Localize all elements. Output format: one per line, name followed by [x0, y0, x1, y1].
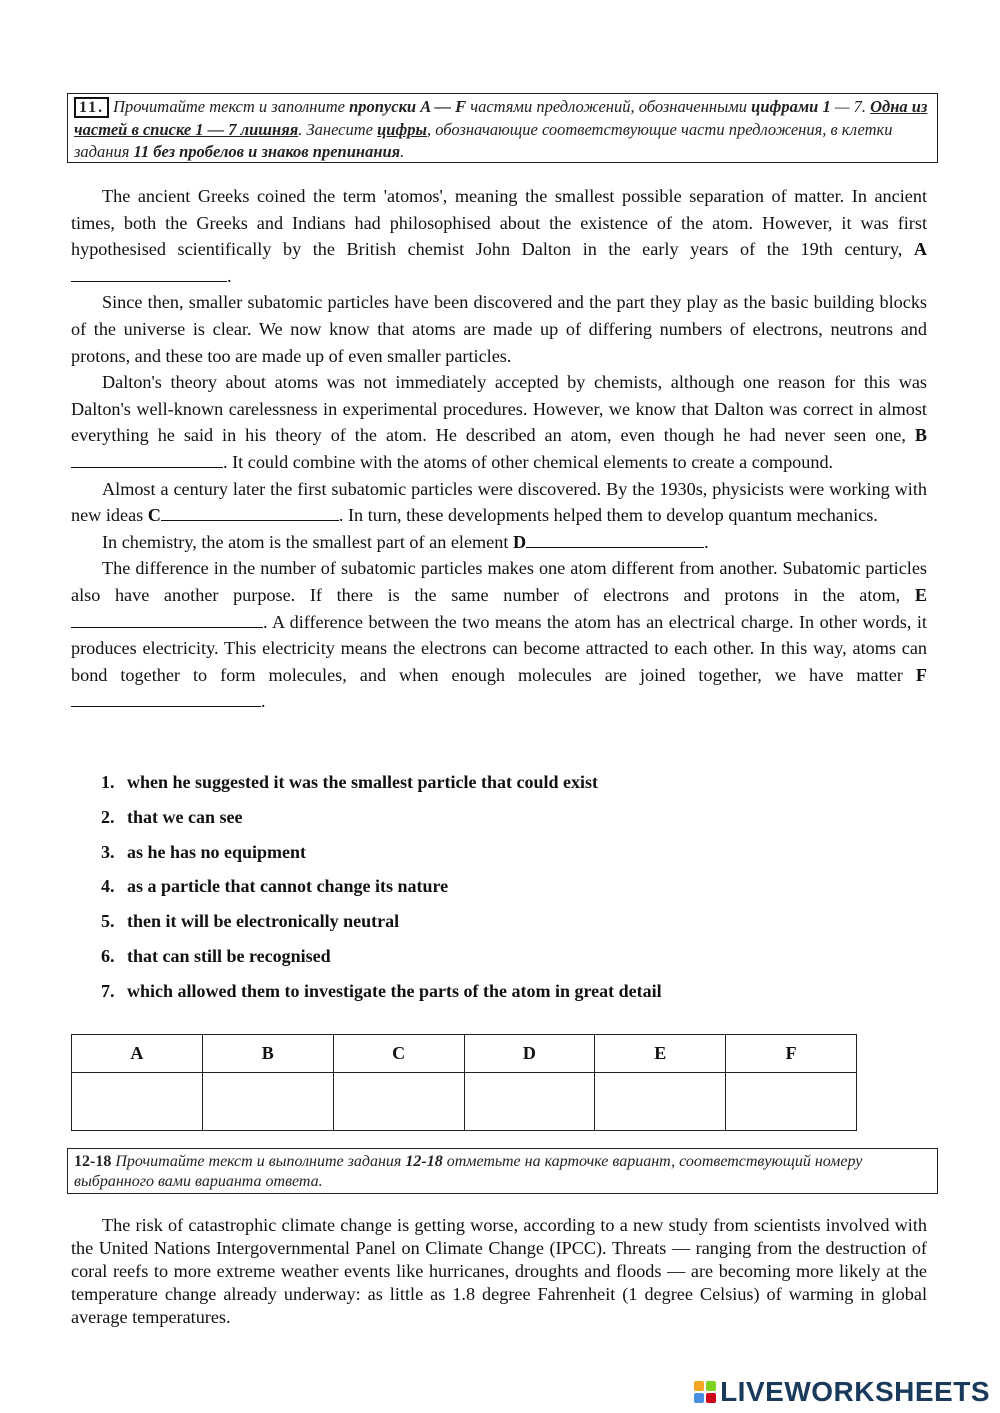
logo-square [706, 1381, 716, 1391]
answer-header-b: B [202, 1035, 333, 1073]
task-11-instruction-box: 11. Прочитайте текст и заполните пропуски A — F частями предложений, обозначенными цифрами 1 — 7. Одна из частей в списке 1 — 7 лишняя. Занесите цифры, обозначающие соответствующие части предложения, в клетки задания 11 без пробелов и знаков препинания. [67, 93, 938, 163]
list-item: 2. that we can see [101, 806, 243, 827]
task-12-18-instruction-box: 12-18 Прочитайте текст и выполните задания 12-18 отметьте на карточке вариант, соответствующий номеру выбранного вами варианта ответа. [67, 1148, 938, 1194]
gap-e-blank[interactable] [71, 610, 263, 628]
gap-label-d: D [512, 531, 527, 552]
paragraph-4: Almost a century later the first subatomic particles were discovered. By the 1930s, physicists were working with new ideas C . In turn, these developments helped them to develop quantum mechanics. [71, 478, 927, 526]
logo-square [694, 1393, 704, 1403]
atom-passage [71, 183, 927, 715]
paragraph-5: In chemistry, the atom is the smallest part of an element D . [102, 531, 709, 552]
answer-header-c: C [333, 1035, 464, 1073]
task-number-11: 11. [74, 97, 109, 118]
answer-header-d: D [464, 1035, 595, 1073]
gap-label-e: E [914, 584, 927, 605]
list-item: 5. then it will be electronically neutral [101, 911, 400, 932]
list-item: 4. as a particle that cannot change its nature [101, 876, 449, 897]
answer-header-e: E [595, 1035, 726, 1073]
answer-header-f: F [726, 1035, 857, 1073]
list-item: 7. which allowed them to investigate the parts of the atom in great detail [101, 980, 662, 1001]
logo-square [694, 1381, 704, 1391]
gap-label-b: B [914, 425, 927, 446]
options-list [101, 768, 662, 1012]
list-item: 3. as he has no equipment [101, 841, 307, 862]
answer-cell-b[interactable] [202, 1073, 333, 1131]
answer-cell-d[interactable] [464, 1073, 595, 1131]
list-item: 6. that can still be recognised [101, 945, 331, 966]
answer-table-header-row [72, 1035, 857, 1073]
gap-d-blank[interactable] [526, 530, 704, 548]
logo-square [706, 1393, 716, 1403]
gap-label-c: C [147, 505, 161, 526]
logo-mark-icon [694, 1381, 716, 1403]
answer-cell-e[interactable] [595, 1073, 726, 1131]
answer-cell-a[interactable] [72, 1073, 203, 1131]
gap-label-a: A [913, 239, 927, 260]
gap-b-blank[interactable] [71, 450, 223, 468]
paragraph-3: Dalton's theory about atoms was not immediately accepted by chemists, although one reason for this was Dalton's well-known carelessness in experimental procedures. However, we know that Dalton was correct in almost everything he said in his theory of the atom. He described an atom, even though he had never seen one, B. It could combine with the atoms of other chemical elements to create a compound. [71, 372, 927, 472]
paragraph-1: The risk of catastrophic climate change is getting worse, according to a new study from scientists involved with the United Nations Intergovernmental Panel on Climate Change (IPCC). Threats — ranging from the destruction of coral reefs to more extreme weather events like hurricanes, droughts and floods — are becoming more likely at the temperature change already underway: as little as 1.8 degree Fahrenheit (1 degree Celsius) of warming in global average temperatures. [71, 1215, 927, 1327]
answer-cell-f[interactable] [726, 1073, 857, 1131]
answer-cell-c[interactable] [333, 1073, 464, 1131]
gap-a-blank[interactable] [71, 264, 227, 282]
list-item: 1. when he suggested it was the smallest particle that could exist [101, 772, 598, 792]
liveworksheets-logo [694, 1376, 990, 1408]
paragraph-6: The difference in the number of subatomic particles makes one atom different from another. Subatomic particles also have another purpose. If there is the same number of electrons and protons in the atom, E. A difference between the two means the atom has an electrical charge. In other words, it produces electricity. This electricity means the electrons can become attracted to each other. In this way, atoms can bond together to form molecules, and when enough molecules are joined together, we have matter F. [71, 558, 927, 712]
gap-c-blank[interactable] [161, 503, 339, 521]
answer-table-input-row [72, 1073, 857, 1131]
gap-label-f: F [915, 664, 927, 685]
answer-table [71, 1034, 857, 1131]
paragraph-1: The ancient Greeks coined the term 'atomos', meaning the smallest possible separation of matter. In ancient times, both the Greeks and Indians had philosophised about the existence of the atom. However, it was first hypothesised scientifically by the British chemist John Dalton in the early years of the 19th century, A. [71, 186, 927, 286]
climate-passage [71, 1214, 927, 1329]
answer-header-a: A [72, 1035, 203, 1073]
gap-f-blank[interactable] [71, 689, 261, 707]
paragraph-2: Since then, smaller subatomic particles have been discovered and the part they play as the basic building blocks of the universe is clear. We now know that atoms are made up of differing numbers of electrons, neutrons and protons, and these too are made up of even smaller particles. [71, 292, 927, 366]
logo-text: LIVEWORKSHEETS [720, 1376, 990, 1407]
